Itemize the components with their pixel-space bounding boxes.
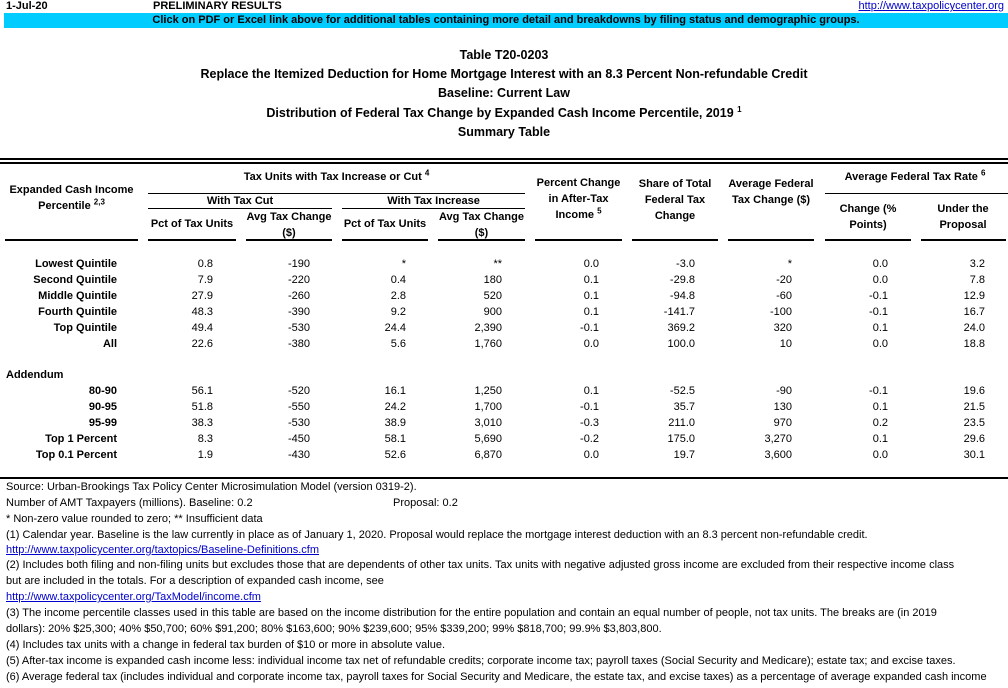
header-rate-under: Under the Proposal — [937, 203, 989, 231]
table-cell: 58.1 — [384, 433, 406, 445]
table-cell: 211.0 — [668, 417, 695, 429]
table-cell: 369.2 — [667, 322, 695, 334]
header-avg-rate — [825, 169, 1005, 185]
footnote-ref-4: 4 — [424, 168, 430, 178]
baseline-definitions-link[interactable]: http://www.taxpolicycenter.org/taxtopics/Baseline-Definitions.cfm — [6, 544, 320, 556]
table-cell: 1,700 — [474, 401, 502, 413]
table-cell: 18.8 — [963, 338, 985, 350]
table-cell: 19.7 — [673, 449, 695, 461]
table-cell: 0.1 — [583, 385, 599, 397]
footnote-4: (4) Includes tax units with a change in federal tax burden of $10 or more in absolute value. — [6, 639, 446, 651]
table-row — [0, 320, 1008, 336]
footnote-ref-1: 1 — [737, 104, 742, 114]
table-cell: -29.8 — [669, 274, 695, 286]
top-rule-2 — [0, 162, 1008, 164]
footnote-2a: (2) Includes both filing and non-filing units but excludes those that are dependents of other tax units. Tax units with negative adjusted gross income are excluded from their respective income class — [6, 559, 955, 571]
table-row — [0, 336, 1008, 352]
table-cell: 0.0 — [872, 449, 888, 461]
header-percentile — [5, 182, 138, 214]
footnote-ref-2-3: 2,3 — [93, 197, 105, 207]
table-cell: -0.1 — [580, 401, 599, 413]
table-cell: -430 — [287, 449, 310, 461]
row-label: Top 1 Percent — [45, 433, 117, 445]
col-rule-1 — [148, 239, 236, 241]
table-cell: 38.9 — [384, 417, 406, 429]
table-cell: -0.1 — [580, 322, 599, 334]
header-pct-after-tax — [535, 175, 622, 223]
top-rule — [0, 158, 1008, 160]
table-cell: 900 — [483, 306, 502, 318]
table-cell: 100.0 — [667, 338, 695, 350]
source-note: Source: Urban-Brookings Tax Policy Center Microsimulation Model (version 0319-2). — [6, 481, 417, 493]
table-cell: 30.1 — [963, 449, 985, 461]
table-cell: 2.8 — [390, 290, 406, 302]
table-cell: 0.8 — [197, 258, 213, 270]
table-cell: -450 — [287, 433, 310, 445]
header-pct-units-inc: Pct of Tax Units — [343, 218, 427, 230]
table-cell: 1,250 — [474, 385, 502, 397]
header-group-tax-units — [148, 169, 525, 185]
table-cell: -0.2 — [580, 433, 599, 445]
header-percentile-text: Expanded Cash Income Percentile — [9, 184, 134, 212]
table-cell: 0.1 — [583, 290, 599, 302]
table-cell: 52.6 — [384, 449, 406, 461]
banner-text: Click on PDF or Excel link above for additional tables containing more detail and breakdowns by filing status and demographic groups. — [152, 14, 860, 26]
table-cell: 27.9 — [191, 290, 213, 302]
table-cell: 24.2 — [384, 401, 406, 413]
table-row — [0, 256, 1008, 272]
col-rule-3 — [342, 239, 428, 241]
table-cell: 0.1 — [872, 322, 888, 334]
table-cell: -530 — [287, 417, 310, 429]
col-rule-6 — [632, 239, 718, 241]
table-cell: -20 — [776, 274, 792, 286]
row-label: Fourth Quintile — [38, 306, 117, 318]
baseline-title: Baseline: Current Law — [438, 86, 570, 100]
header-with-tax-cut: With Tax Cut — [206, 195, 274, 207]
table-cell: 38.3 — [191, 417, 213, 429]
amt-proposal-note: Proposal: 0.2 — [393, 497, 458, 509]
table-cell: -3.0 — [676, 258, 695, 270]
row-label: Second Quintile — [33, 274, 117, 286]
table-cell: 0.1 — [583, 306, 599, 318]
tpc-site-link[interactable]: http://www.taxpolicycenter.org — [858, 0, 1004, 12]
table-cell: -380 — [287, 338, 310, 350]
footnote-2b: but are included in the totals. For a description of expanded cash income, see — [6, 575, 384, 587]
table-cell: -60 — [776, 290, 792, 302]
income-definition-link[interactable]: http://www.taxpolicycenter.org/TaxModel/income.cfm — [6, 591, 261, 603]
table-row — [0, 272, 1008, 288]
table-row — [0, 399, 1008, 415]
table-cell: 3,270 — [764, 433, 792, 445]
table-cell: 1.9 — [197, 449, 213, 461]
table-cell: -220 — [287, 274, 310, 286]
footnote-5: (5) After-tax income is expanded cash income less: individual income tax net of refundable credits; corporate income tax; payroll taxes (Social Security and Medicare); estate tax; and excise taxes. — [6, 655, 956, 667]
table-cell: ** — [493, 258, 502, 270]
table-cell: -0.1 — [869, 290, 888, 302]
table-cell: -52.5 — [669, 385, 695, 397]
table-cell: 5.6 — [390, 338, 406, 350]
table-cell: -141.7 — [663, 306, 695, 318]
table-cell: 0.1 — [872, 433, 888, 445]
table-cell: * — [401, 258, 406, 270]
amt-baseline-note: Number of AMT Taxpayers (millions). Baseline: 0.2 — [6, 497, 253, 509]
table-cell: 51.8 — [191, 401, 213, 413]
table-cell: 7.8 — [969, 274, 985, 286]
table-cell: 0.1 — [872, 401, 888, 413]
table-cell: 1,760 — [474, 338, 502, 350]
table-cell: -190 — [287, 258, 310, 270]
table-cell: 520 — [483, 290, 502, 302]
row-label: 95-99 — [88, 417, 117, 429]
table-cell: 16.7 — [963, 306, 985, 318]
table-row — [0, 447, 1008, 463]
col-rule-2 — [246, 239, 332, 241]
table-cell: 970 — [773, 417, 792, 429]
table-cell: 0.0 — [872, 274, 888, 286]
table-title: Replace the Itemized Deduction for Home Mortgage Interest with an 8.3 Percent Non-refundable Credit — [200, 67, 808, 81]
table-cell: 23.5 — [963, 417, 985, 429]
table-cell: * — [787, 258, 792, 270]
table-cell: 0.0 — [872, 338, 888, 350]
row-label: All — [102, 338, 117, 350]
header-avg-change-cut: Avg Tax Change ($) — [246, 211, 332, 239]
table-row — [0, 304, 1008, 320]
row-label: 90-95 — [88, 401, 117, 413]
table-cell: -0.1 — [869, 306, 888, 318]
table-cell: 130 — [773, 401, 792, 413]
footnote-ref-6: 6 — [980, 168, 986, 178]
asterisk-note: * Non-zero value rounded to zero; ** Insufficient data — [6, 513, 263, 525]
table-cell: 0.0 — [583, 449, 599, 461]
table-row — [0, 288, 1008, 304]
footnote-3a: (3) The income percentile classes used in this table are based on the income distribution for the entire population and contain an equal number of people, not tax units. The breaks are (in 2019 — [6, 607, 937, 619]
table-cell: 0.0 — [872, 258, 888, 270]
header-pct-units-cut: Pct of Tax Units — [150, 218, 234, 230]
row-label: Middle Quintile — [38, 290, 117, 302]
table-cell: 7.9 — [197, 274, 213, 286]
table-cell: 49.4 — [191, 322, 213, 334]
info-banner — [4, 13, 1008, 28]
table-cell: -94.8 — [669, 290, 695, 302]
col-rule-8 — [825, 239, 911, 241]
col-rule-4 — [438, 239, 525, 241]
table-cell: -550 — [287, 401, 310, 413]
table-cell: 0.1 — [583, 274, 599, 286]
table-cell: -390 — [287, 306, 310, 318]
table-cell: 6,870 — [474, 449, 502, 461]
distribution-title-text: Distribution of Federal Tax Change by Expanded Cash Income Percentile, 2019 — [266, 106, 734, 120]
table-cell: 22.6 — [191, 338, 213, 350]
table-cell: 24.4 — [384, 322, 406, 334]
row-label: 80-90 — [88, 385, 117, 397]
table-cell: -0.1 — [869, 385, 888, 397]
header-pct-after-tax-text: Percent Change in After-Tax Income — [536, 177, 621, 221]
summary-title: Summary Table — [457, 125, 551, 139]
table-cell: -520 — [287, 385, 310, 397]
footnote-1: (1) Calendar year. Baseline is the law currently in place as of January 1, 2020. Proposal would replace the mortgage interest deduction with an 8.3 percent non-refundable credit. — [6, 529, 868, 541]
table-cell: 5,690 — [474, 433, 502, 445]
table-cell: 56.1 — [191, 385, 213, 397]
table-id: Table T20-0203 — [459, 48, 549, 62]
table-cell: 0.0 — [583, 338, 599, 350]
table-cell: 3,010 — [474, 417, 502, 429]
header-avg-rate-text: Average Federal Tax Rate — [844, 171, 978, 183]
table-cell: 180 — [483, 274, 502, 286]
col-rule-7 — [728, 239, 814, 241]
col-rule-0 — [5, 239, 138, 241]
table-cell: 320 — [773, 322, 792, 334]
table-cell: 10 — [779, 338, 792, 350]
table-cell: 2,390 — [474, 322, 502, 334]
table-cell: 24.0 — [963, 322, 985, 334]
table-cell: 0.0 — [583, 258, 599, 270]
table-cell: -530 — [287, 322, 310, 334]
table-cell: 3,600 — [764, 449, 792, 461]
table-cell: 16.1 — [384, 385, 406, 397]
table-cell: -260 — [287, 290, 310, 302]
col-rule-5 — [535, 239, 622, 241]
table-row — [0, 383, 1008, 399]
preliminary-label: PRELIMINARY RESULTS — [153, 0, 282, 12]
table-cell: 35.7 — [673, 401, 695, 413]
rate-rule — [825, 193, 1008, 194]
table-cell: 29.6 — [963, 433, 985, 445]
table-cell: 0.4 — [390, 274, 406, 286]
footnote-6: (6) Average federal tax (includes individual and corporate income tax, payroll taxes for Social Security and Medicare, the estate tax, and excise taxes) as a percentage of average expanded cash income — [6, 671, 987, 683]
table-row — [0, 431, 1008, 447]
table-cell: 9.2 — [390, 306, 406, 318]
table-cell: 48.3 — [191, 306, 213, 318]
table-cell: -90 — [776, 385, 792, 397]
table-cell: 3.2 — [969, 258, 985, 270]
addendum-label: Addendum — [6, 369, 64, 381]
header-avg-change-inc: Avg Tax Change ($) — [439, 211, 524, 239]
row-label: Lowest Quintile — [35, 258, 117, 270]
report-date: 1-Jul-20 — [6, 0, 48, 12]
footnote-ref-5: 5 — [597, 206, 602, 216]
row-label: Top 0.1 Percent — [35, 449, 117, 461]
header-rate-change: Change (% Points) — [839, 203, 897, 231]
header-avg-fed-change: Average Federal Tax Change ($) — [728, 178, 814, 206]
table-row — [0, 415, 1008, 431]
col-rule-9 — [921, 239, 1006, 241]
footnote-3b: dollars): 20% $25,300; 40% $50,700; 60% $91,200; 80% $163,600; 90% $239,600; 95% $339,200; 99% $818,700; 99.9% $3,803,800. — [6, 623, 662, 635]
table-cell: -100 — [769, 306, 792, 318]
distribution-title — [0, 106, 1008, 120]
table-cell: -0.3 — [580, 417, 599, 429]
table-cell: 12.9 — [963, 290, 985, 302]
header-with-tax-increase: With Tax Increase — [387, 195, 480, 207]
header-share-total: Share of Total Federal Tax Change — [638, 178, 712, 222]
table-cell: 0.2 — [872, 417, 888, 429]
table-cell: 21.5 — [963, 401, 985, 413]
row-label: Top Quintile — [53, 322, 117, 334]
header-group-text: Tax Units with Tax Increase or Cut — [243, 171, 422, 183]
table-cell: 19.6 — [963, 385, 985, 397]
table-cell: 8.3 — [197, 433, 213, 445]
table-cell: 175.0 — [667, 433, 695, 445]
